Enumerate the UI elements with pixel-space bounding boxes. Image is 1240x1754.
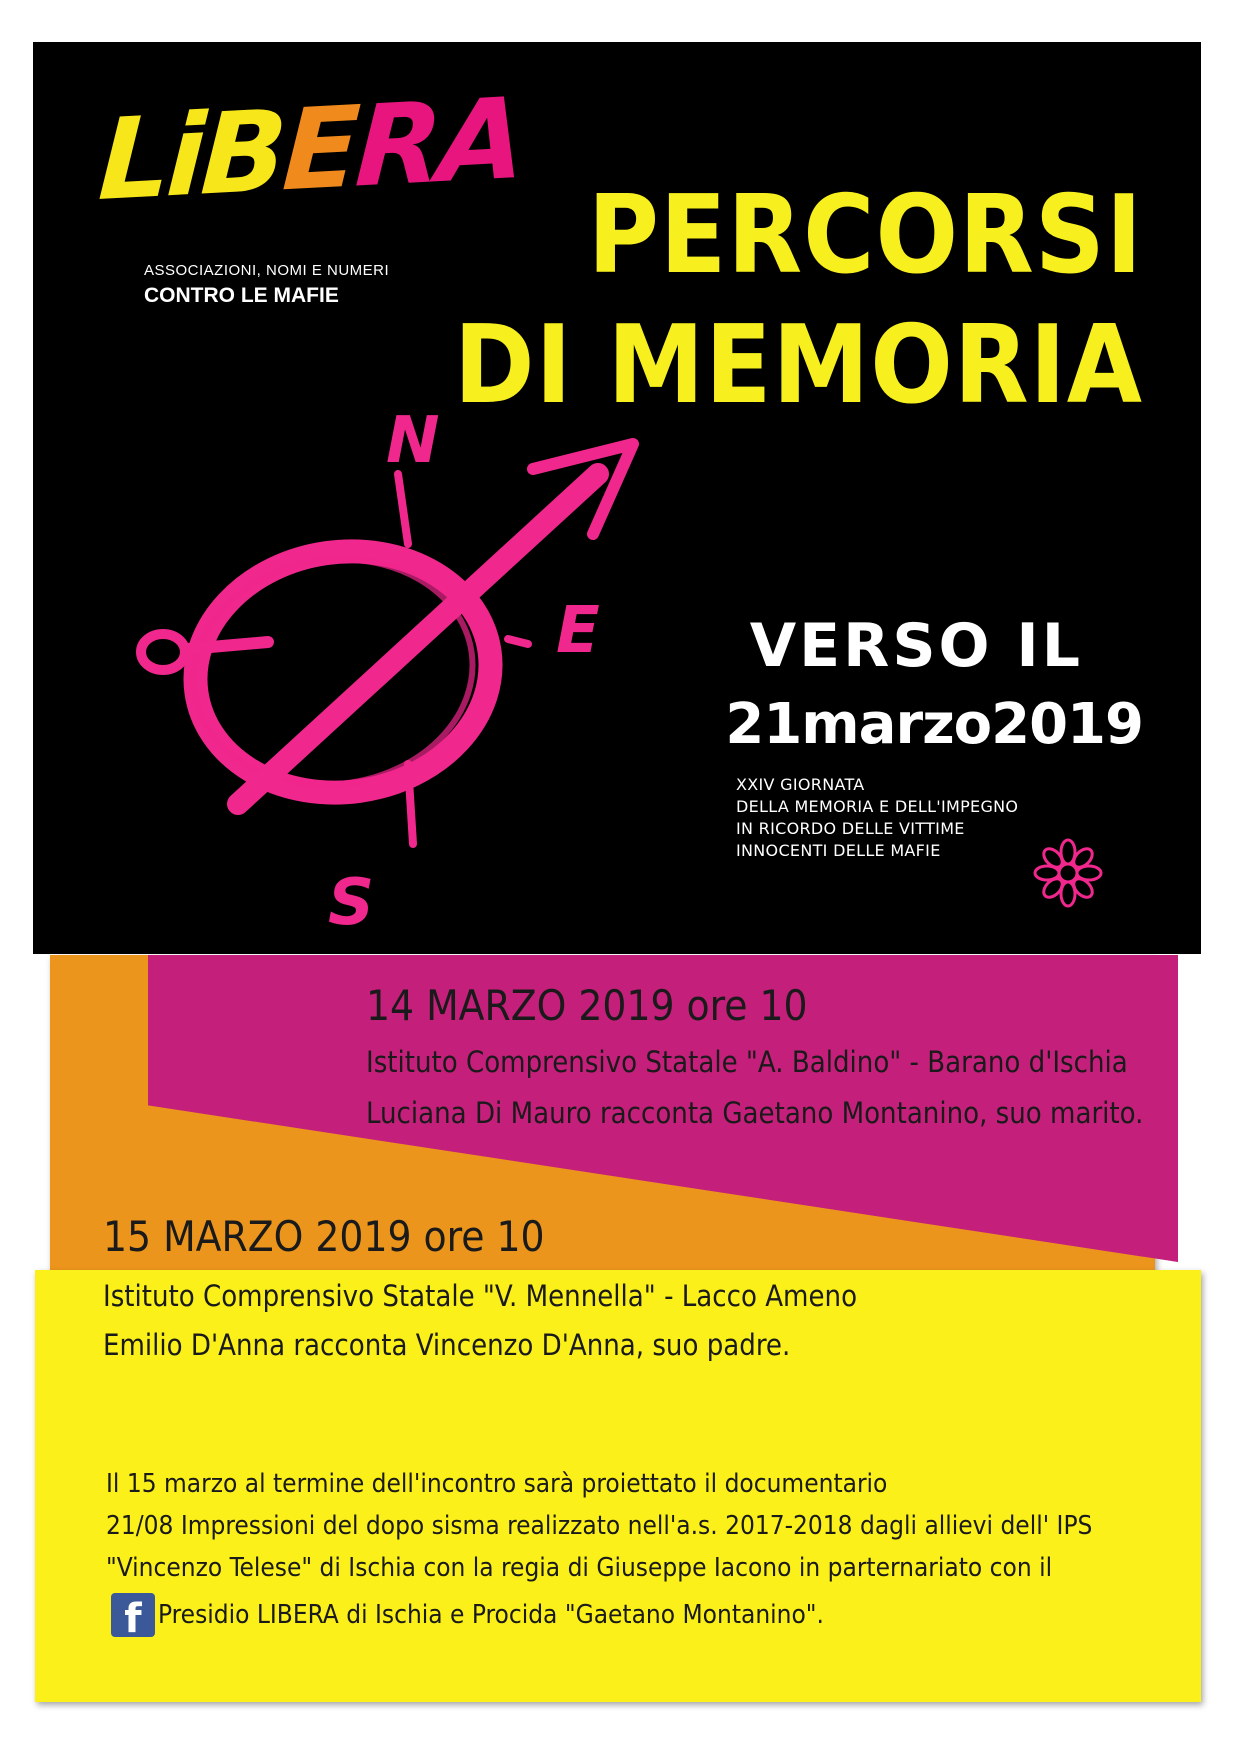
compass-south-label: S xyxy=(328,866,375,940)
compass-north-label: N xyxy=(386,404,440,478)
facebook-icon[interactable]: f xyxy=(111,1593,155,1637)
giornata-line-1: XXIV GIORNATA xyxy=(736,775,865,794)
logo-tagline-bold: CONTRO LE MAFIE xyxy=(144,284,339,307)
note-line-1: Il 15 marzo al termine dell'incontro sarà proiettato il documentario xyxy=(106,1469,888,1499)
title-line-1: PERCORSI xyxy=(587,173,1143,298)
event-1-date: 14 MARZO 2019 ore 10 xyxy=(366,981,808,1030)
anniversary-date: 21marzo2019 xyxy=(725,692,1143,757)
event-2-date: 15 MARZO 2019 ore 10 xyxy=(103,1212,545,1261)
event-2-description: Emilio D'Anna racconta Vincenzo D'Anna, suo padre. xyxy=(103,1328,791,1362)
verso-heading: VERSO IL xyxy=(749,611,1083,681)
event-1-place: Istituto Comprensivo Statale "A. Baldino" - Barano d'Ischia xyxy=(366,1045,1128,1079)
compass-icon xyxy=(128,404,668,964)
note-line-2: 21/08 Impressioni del dopo sisma realizzato nell'a.s. 2017-2018 dagli allievi dell' IPS xyxy=(106,1511,1093,1541)
event-1-description: Luciana Di Mauro racconta Gaetano Montanino, suo marito. xyxy=(366,1096,1144,1130)
note-line-3: "Vincenzo Telese" di Ischia con la regia di Giuseppe Iacono in parternariato con il xyxy=(106,1553,1053,1583)
header-banner xyxy=(33,42,1201,954)
giornata-line-4: INNOCENTI DELLE MAFIE xyxy=(736,841,941,860)
compass-east-label: E xyxy=(556,594,600,668)
note-line-4: Presidio LIBERA di Ischia e Procida "Gaetano Montanino". xyxy=(158,1600,824,1630)
giornata-line-3: IN RICORDO DELLE VITTIME xyxy=(736,819,965,838)
libera-logo: LiBERA xyxy=(95,74,525,226)
flower-icon xyxy=(1033,838,1103,908)
event-2-place: Istituto Comprensivo Statale "V. Mennella" - Lacco Ameno xyxy=(103,1279,858,1313)
logo-tagline: ASSOCIAZIONI, NOMI E NUMERI xyxy=(144,262,390,279)
giornata-line-2: DELLA MEMORIA E DELL'IMPEGNO xyxy=(736,797,1019,816)
title-line-2: DI MEMORIA xyxy=(453,303,1143,428)
